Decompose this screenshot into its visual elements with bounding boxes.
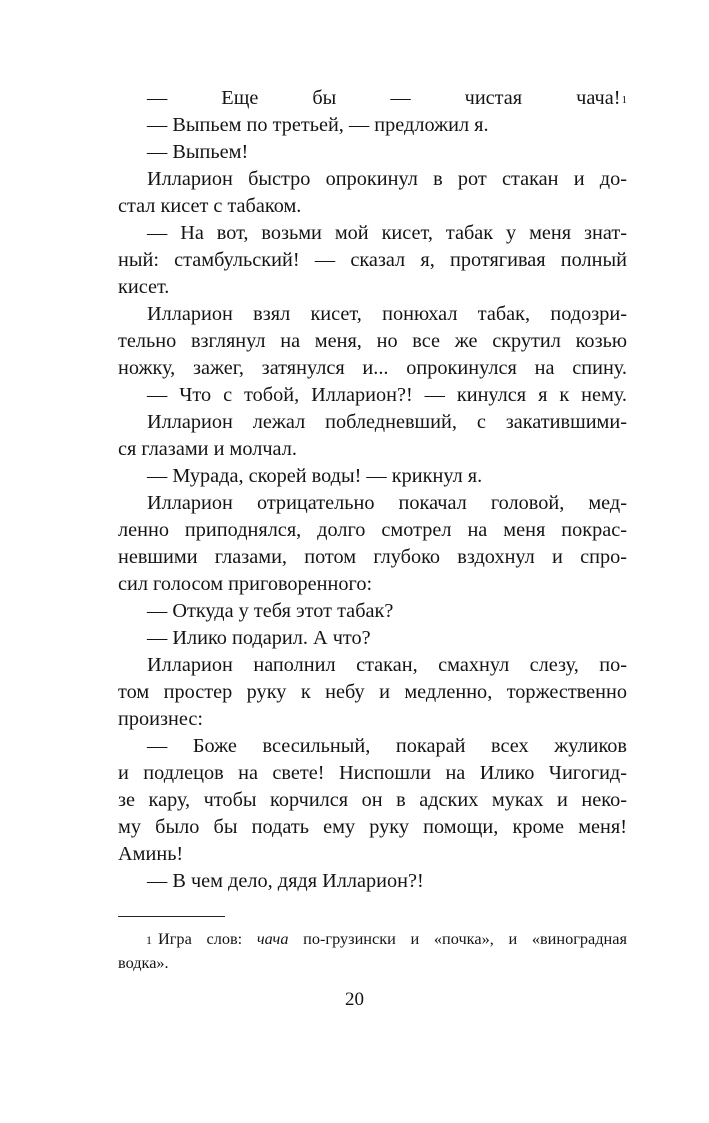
text-line: стал кисет с табаком. bbox=[118, 195, 302, 217]
text-line: Илларион отрицательно покачал головой, мед- bbox=[147, 492, 627, 514]
text-line: Аминь! bbox=[118, 843, 184, 865]
footnote-line: водка». bbox=[118, 953, 169, 972]
text-line: произнес: bbox=[118, 708, 203, 730]
text-line: невшими глазами, потом глубоко вздохнул и спро- bbox=[118, 546, 627, 568]
footnote-number: 1 bbox=[146, 933, 152, 947]
text-line: зе кару, чтобы корчился он в адских муках и неко- bbox=[118, 789, 627, 811]
text-line: кисет. bbox=[118, 276, 170, 298]
text-line: — Выпьем по третьей, — предложил я. bbox=[147, 114, 489, 136]
text-line: — Илико подарил. А что? bbox=[147, 627, 371, 649]
text-line: — Боже всесильный, покарай всех жуликов bbox=[147, 735, 627, 757]
text-line: — Что с тобой, Илларион?! — кинулся я к нему. bbox=[147, 384, 627, 406]
text-line: тельно взглянул на меня, но все же скрутил козью bbox=[118, 330, 627, 352]
text-line: — Выпьем! bbox=[147, 141, 249, 163]
text-line: ножку, зажег, затянулся и... опрокинулся на спину. bbox=[118, 357, 627, 379]
footnote-reference[interactable]: 1 bbox=[621, 94, 627, 106]
text-line: Илларион взял кисет, понюхал табак, подозри- bbox=[147, 303, 627, 325]
footnote-italic-term: чача bbox=[256, 929, 289, 948]
text-line: — В чем дело, дядя Илларион?! bbox=[147, 870, 424, 892]
text-line: — На вот, возьми мой кисет, табак у меня знат- bbox=[147, 222, 627, 244]
page-number: 20 bbox=[345, 989, 364, 1010]
footnote-line: $^1$ Игра слов: чача по-грузински и «почка», и «виноградная bbox=[146, 929, 627, 948]
text-line: ленно приподнялся, долго смотрел на меня покрас- bbox=[118, 519, 627, 541]
text-line: ный: стамбульский! — сказал я, протягивая полный bbox=[118, 249, 627, 271]
text-line: Илларион наполнил стакан, смахнул слезу, по- bbox=[147, 654, 627, 676]
text-line: му было бы подать ему руку помощи, кроме меня! bbox=[118, 816, 627, 838]
text-line: ся глазами и молчал. bbox=[118, 438, 297, 460]
footnote-divider bbox=[118, 916, 225, 917]
text-line: Илларион лежал побледневший, с закатившими- bbox=[147, 411, 627, 433]
text-line: — Откуда у тебя этот табак? bbox=[147, 600, 394, 622]
text-line: и подлецов на свете! Ниспошли на Илико Чигогид- bbox=[118, 762, 627, 784]
text-line: — Еще бы — чистая чача!$^1$ bbox=[147, 87, 627, 109]
text-line: том простер руку к небу и медленно, торжественно bbox=[118, 681, 627, 703]
main-text bbox=[118, 85, 627, 895]
text-line: — Мурада, скорей воды! — крикнул я. bbox=[147, 465, 483, 487]
text-line: Илларион быстро опрокинул в рот стакан и до- bbox=[147, 168, 627, 190]
footnote bbox=[118, 927, 627, 975]
text-line: сил голосом приговоренного: bbox=[118, 573, 373, 595]
